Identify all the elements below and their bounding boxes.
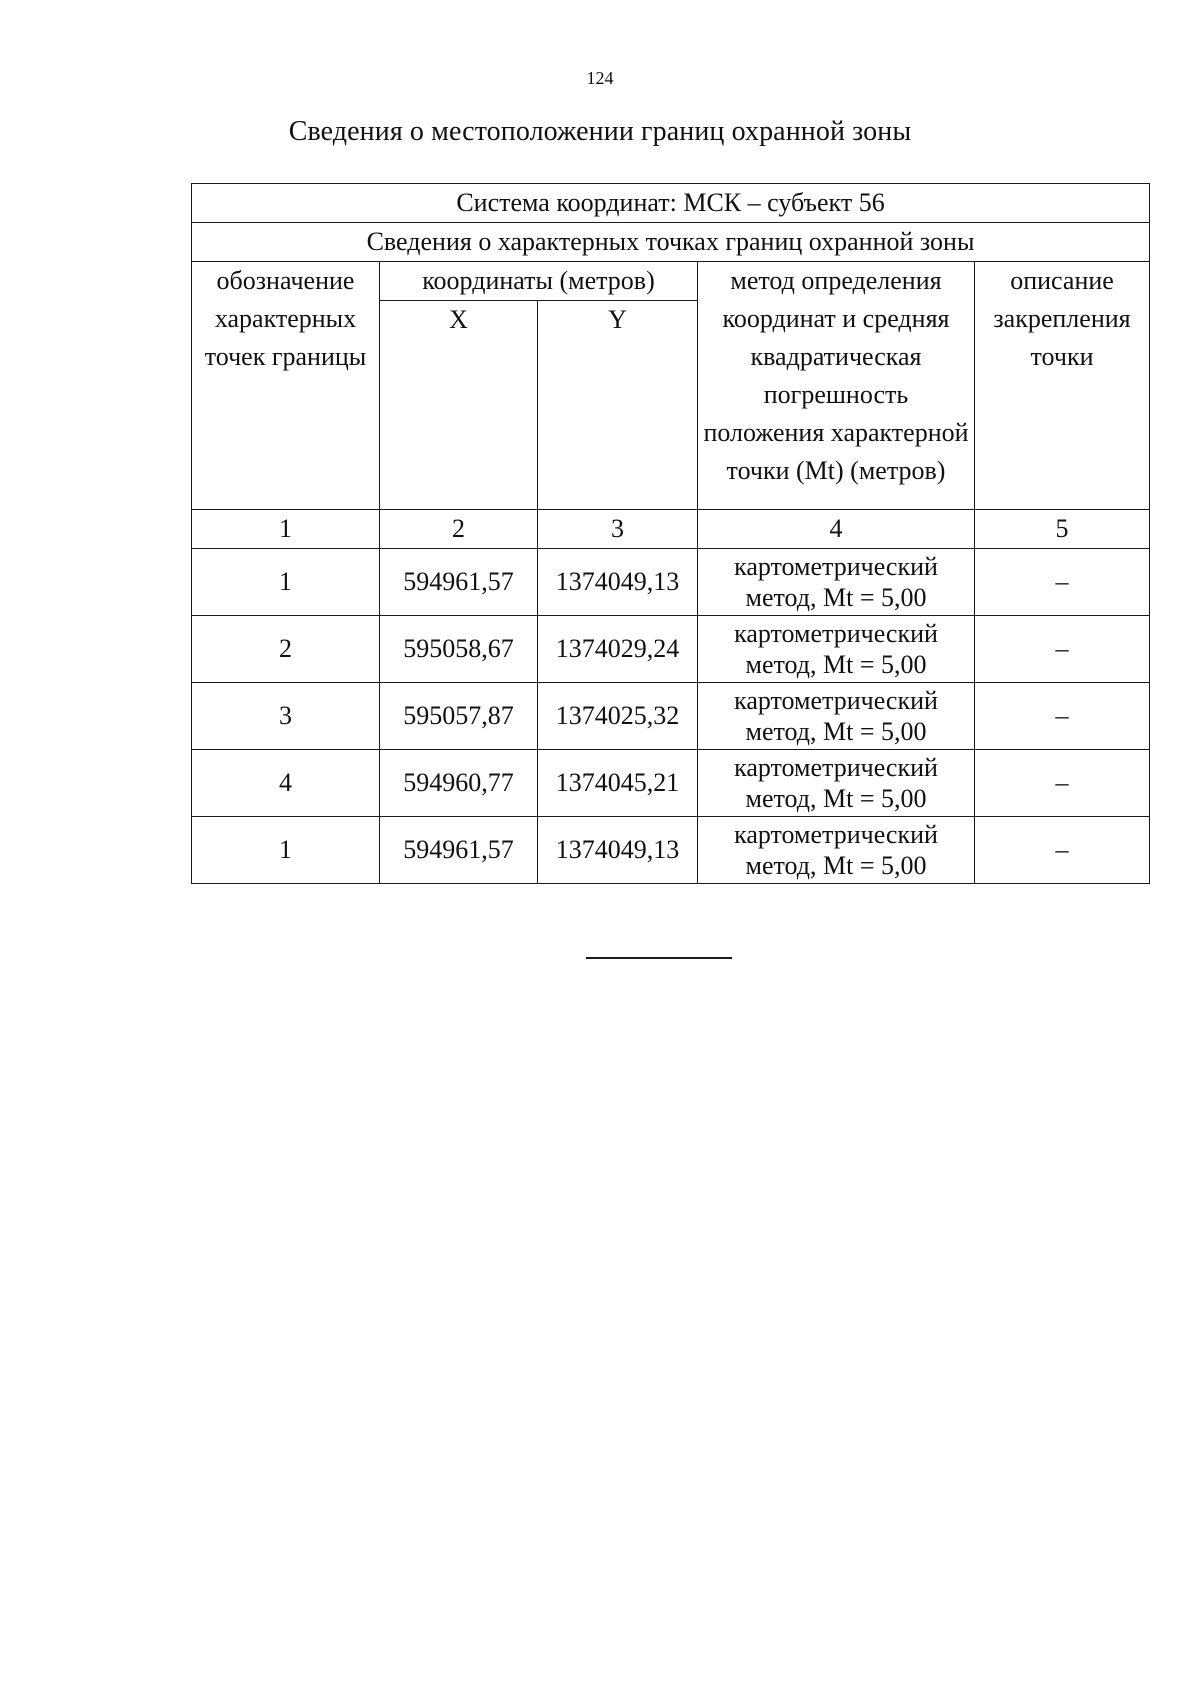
column-number: 3 xyxy=(538,510,698,549)
description-cell: – xyxy=(975,817,1150,884)
table-row xyxy=(192,817,1150,884)
column-number: 4 xyxy=(698,510,975,549)
x-coordinate: 594960,77 xyxy=(380,750,538,817)
column-number-row xyxy=(192,510,1150,549)
method-cell: картометрический метод, Mt = 5,00 xyxy=(698,683,975,750)
column-number: 2 xyxy=(380,510,538,549)
page-title: Сведения о местоположении границ охранной зоны xyxy=(288,116,912,147)
method-cell: картометрический метод, Mt = 5,00 xyxy=(698,616,975,683)
table-row xyxy=(192,683,1150,750)
table-header-row xyxy=(192,223,1150,262)
table-row xyxy=(192,616,1150,683)
column-number: 5 xyxy=(975,510,1150,549)
point-number: 4 xyxy=(192,750,380,817)
designation-column-header: обозначение характерных точек границы xyxy=(192,262,380,510)
x-coordinate: 595057,87 xyxy=(380,683,538,750)
table-row xyxy=(192,549,1150,616)
table-header-row xyxy=(192,184,1150,223)
column-number: 1 xyxy=(192,510,380,549)
method-cell: картометрический метод, Mt = 5,00 xyxy=(698,817,975,884)
coordinate-system-header: Система координат: МСК – субъект 56 xyxy=(192,184,1150,223)
method-cell: картометрический метод, Mt = 5,00 xyxy=(698,549,975,616)
x-coordinate: 595058,67 xyxy=(380,616,538,683)
y-coordinate: 1374049,13 xyxy=(538,817,698,884)
method-column-header: метод определения координат и средняя квадратическая погрешность положения характерной точки (Mt) (метров) xyxy=(698,262,975,510)
points-info-header: Сведения о характерных точках границ охранной зоны xyxy=(192,223,1150,262)
description-cell: – xyxy=(975,616,1150,683)
y-coordinate: 1374029,24 xyxy=(538,616,698,683)
column-header-row xyxy=(192,262,1150,301)
x-column-header: X xyxy=(380,301,538,510)
point-number: 3 xyxy=(192,683,380,750)
y-column-header: Y xyxy=(538,301,698,510)
y-coordinate: 1374025,32 xyxy=(538,683,698,750)
table-row xyxy=(192,750,1150,817)
x-coordinate: 594961,57 xyxy=(380,549,538,616)
coordinates-column-header: координаты (метров) xyxy=(380,262,698,301)
description-cell: – xyxy=(975,683,1150,750)
point-number: 1 xyxy=(192,549,380,616)
description-cell: – xyxy=(975,549,1150,616)
x-coordinate: 594961,57 xyxy=(380,817,538,884)
description-column-header: описание закрепления точки xyxy=(975,262,1150,510)
y-coordinate: 1374045,21 xyxy=(538,750,698,817)
point-number: 1 xyxy=(192,817,380,884)
y-coordinate: 1374049,13 xyxy=(538,549,698,616)
closing-rule xyxy=(586,957,732,959)
point-number: 2 xyxy=(192,616,380,683)
page-number: 124 xyxy=(586,68,614,88)
method-cell: картометрический метод, Mt = 5,00 xyxy=(698,750,975,817)
description-cell: – xyxy=(975,750,1150,817)
coordinates-table xyxy=(191,183,1150,884)
